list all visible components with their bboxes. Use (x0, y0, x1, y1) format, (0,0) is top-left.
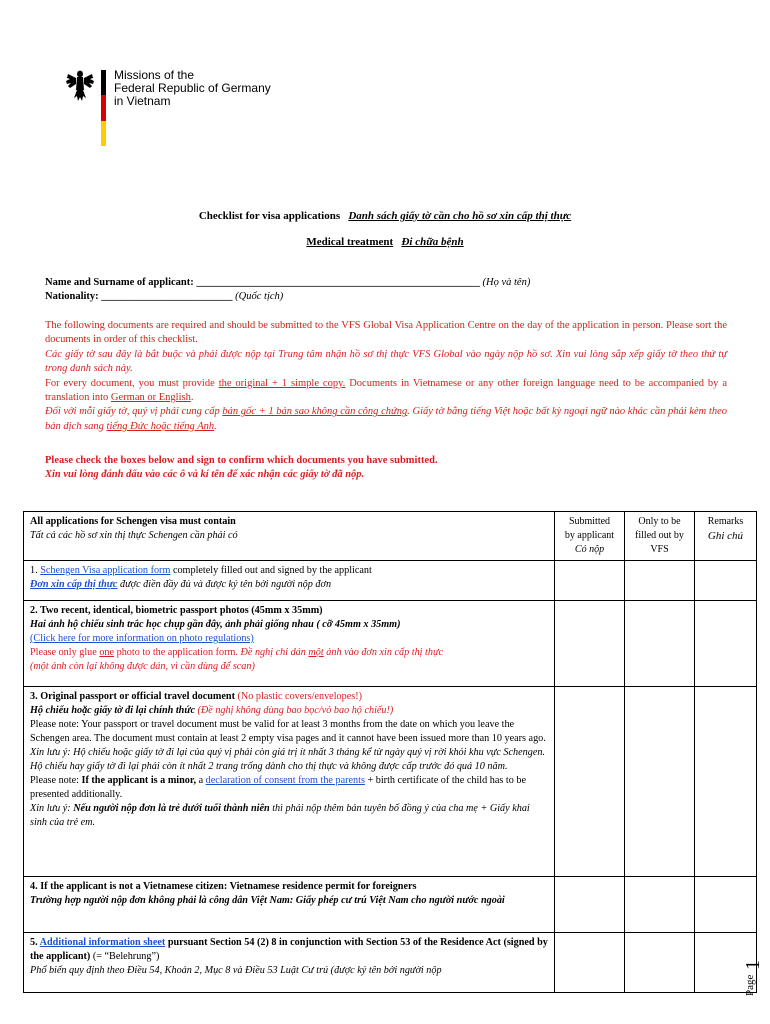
photo-regulations-link[interactable]: (Click here for more information on photo regulations) (30, 633, 254, 644)
row-5-vfs-cell (625, 933, 695, 993)
row-5-belehrung: (= “Belehrung”) (90, 951, 160, 962)
page-word: Page (744, 974, 756, 996)
row-2-vfs-cell (625, 601, 695, 687)
remarks-header-en: Remarks (707, 516, 744, 527)
federal-eagle-icon (66, 68, 94, 102)
flag-gold-stripe (101, 121, 106, 146)
row-2-content (24, 601, 555, 687)
submitted-header (555, 512, 625, 561)
intro-p2-en-a: For every document, you must provide (45, 377, 219, 389)
row-3-warning: (No plastic covers/envelopes!) (234, 691, 362, 702)
row-1-vfs-cell (625, 561, 695, 601)
intro-p2-en-b: Documents in Vietnamese or any other foreign language need to be accompanied by a translation into (45, 377, 727, 404)
row-5-number: 5. (30, 937, 40, 948)
page-number-label (742, 952, 762, 998)
row-1-text-vi: được điền đầy đủ và được ký tên bởi người nộp đơn (117, 579, 332, 590)
row-1-number: 1. (30, 565, 41, 576)
nationality-label: Nationality: (45, 291, 99, 302)
row-3-vfs-cell (625, 687, 695, 877)
header-en: All applications for Schengen visa must contain (30, 516, 236, 527)
row-5-content (24, 933, 555, 993)
original-copy-emphasis: the original + 1 simple copy. (218, 377, 346, 389)
row-3-minor-vi-a: Xin lưu ý: (30, 803, 74, 814)
row-3-minor-a: Please note: (30, 775, 82, 786)
mission-logo-text (114, 69, 271, 108)
row-4-remarks-cell[interactable] (695, 877, 757, 933)
row-3-warning-vi: (Đề nghị không dùng bao bọc/vỏ bao hộ chiếu!) (194, 705, 394, 716)
row-2-note-vi-b: ảnh vào đơn xin cấp thị thực (323, 647, 444, 658)
name-blank: ______________________________________________________ (196, 277, 480, 288)
german-flag-bar (101, 70, 106, 146)
row-4-vfs-cell (625, 877, 695, 933)
intro-p2-vi (45, 405, 727, 434)
row-4-title: 4. If the applicant is not a Vietnamese citizen: Vietnamese residence permit for foreigners (30, 881, 417, 892)
row-1-content (24, 561, 555, 601)
submitted-header-vi: Có nộp (574, 544, 605, 555)
original-copy-emphasis-vi: bản gốc + 1 bản sao không cần công chứng (222, 406, 408, 418)
logo-line-1: Missions of the (114, 68, 195, 82)
intro-p2-vi-a: Đối với mỗi giấy tờ, quý vị phải cung cấp (45, 406, 223, 418)
table-header-row (24, 512, 757, 561)
row-1-text: completely filled out and signed by the applicant (170, 565, 372, 576)
document-title (0, 210, 770, 222)
row-5-title-vi: Phổ biến quy định theo Điều 54, Khoản 2, Mục 8 và Điều 53 Luật Cư trú (được ký tên bởi người nộp (30, 965, 442, 976)
row-1-remarks-cell[interactable] (695, 561, 757, 601)
applicant-fields (45, 276, 530, 304)
row-5-title: pursuant Section 54 (2) 8 in conjunction with Section 53 of the Residence Act (signed by the applicant) (30, 937, 548, 962)
subtitle-en: Medical treatment (306, 236, 394, 248)
row-2-note-one: one (99, 647, 115, 658)
row-3-note-en: Please note: Your passport or travel document must be valid for at least 3 months from the date on which you leave the Schengen area. The document must contain at least 2 empty visa pages and it cannot have been issued more than 10 years ago. (30, 719, 546, 744)
row-3-submitted-checkbox[interactable] (555, 687, 625, 877)
table-row (24, 933, 757, 993)
parental-consent-link[interactable]: declaration of consent from the parents (205, 775, 365, 786)
checklist-table (23, 511, 757, 993)
row-3-remarks-cell[interactable] (695, 687, 757, 877)
remarks-header-vi: Ghi chú (707, 530, 744, 542)
intro-p1-en: The following documents are required and should be submitted to the VFS Global Visa Application Centre on the day of the application in person. Please sort the documents in order of this checklist. (45, 320, 727, 346)
name-field[interactable] (45, 276, 530, 290)
name-label-vi: (Họ và tên) (482, 277, 531, 288)
intro-p2-en (45, 377, 727, 406)
table-row (24, 561, 757, 601)
application-form-link-vi[interactable]: Đơn xin cấp thị thực (30, 579, 118, 590)
check-instructions (45, 454, 727, 483)
intro-text (45, 319, 727, 434)
row-3-note-vi: Xin lưu ý: Hộ chiếu hoặc giấy tờ đi lại của quý vị phải còn giá trị ít nhất 3 tháng kể từ ngày quý vị rời khỏi khu vực Schengen. Hộ chiếu hay giấy tờ đi lại phải còn ít nhất 2 trang trống dành cho thị thực và không được cấp trước đó quá 10 năm. (30, 747, 546, 772)
check-note-vi: Xin vui lòng đánh dấu vào các ô và kí tên để xác nhận các giấy tờ đã nộp. (45, 469, 365, 481)
check-note-en: Please check the boxes below and sign to confirm which documents you have submitted. (45, 455, 438, 466)
additional-info-sheet-link[interactable]: Additional information sheet (39, 937, 166, 948)
vfs-header-1: Only to be (638, 516, 681, 527)
row-2-remarks-cell[interactable] (695, 601, 757, 687)
vfs-header-3: VFS (650, 544, 669, 555)
row-3-minor-vi-bold: Nếu người nộp đơn là trẻ dưới tuổi thành niên (73, 803, 270, 814)
row-3-minor-vi-b: thì phải nộp thêm bản tuyên bố đồng ý của cha mẹ + Giấy khai sinh của trẻ em. (30, 803, 530, 828)
row-5-submitted-checkbox[interactable] (555, 933, 625, 993)
row-2-title: 2. Two recent, identical, biometric passport photos (45mm x 35mm) (30, 605, 323, 616)
table-row (24, 687, 757, 877)
row-3-minor-c: + birth certificate of the child has to be presented additionally. (30, 775, 526, 800)
flag-black-stripe (101, 70, 106, 95)
table-row (24, 877, 757, 933)
intro-p1-vi: Các giấy tờ sau đây là bắt buộc và phải được nộp tại Trung tâm nhận hồ sơ thị thực VFS Global vào ngày nộp hồ sơ. Xin vui lòng sắp xếp giấy tờ theo thứ tự trong danh sách này. (45, 348, 727, 375)
row-3-minor-bold: If the applicant is a minor, (81, 775, 197, 786)
submitted-header-2: by applicant (564, 530, 615, 541)
document-subtitle (0, 236, 770, 248)
table-row (24, 601, 757, 687)
row-2-title-vi: Hai ảnh hộ chiếu sinh trắc học chụp gần đây, ảnh phải giống nhau ( cỡ 45mm x 35mm) (30, 619, 401, 630)
header-cell (24, 512, 555, 561)
row-3-minor-b: a (196, 775, 206, 786)
application-form-link[interactable]: Schengen Visa application form (40, 565, 171, 576)
logo-line-3: in Vietnam (114, 94, 171, 108)
row-2-submitted-checkbox[interactable] (555, 601, 625, 687)
nationality-label-vi: (Quốc tịch) (235, 291, 284, 302)
page-number: 1 (742, 960, 764, 970)
intro-p2-vi-c: . (214, 420, 217, 432)
title-vi: Danh sách giấy tờ cần cho hồ sơ xin cấp thị thực (348, 210, 572, 222)
row-2-note-vi-one: một (308, 647, 324, 658)
row-4-content (24, 877, 555, 933)
nationality-field[interactable] (45, 290, 530, 304)
row-2-note-a: Please only glue (30, 647, 100, 658)
submitted-header-1: Submitted (568, 516, 611, 527)
row-2-note-vi-2: (một ảnh còn lại không được dán, vì cần dùng để scan) (30, 661, 255, 672)
flag-red-stripe (101, 95, 106, 120)
intro-p2-en-c: . (190, 392, 194, 404)
nationality-blank: _________________________ (101, 291, 233, 302)
title-en: Checklist for visa applications (198, 210, 341, 222)
row-2-note-vi-a: Đề nghị chỉ dán (240, 647, 309, 658)
row-3-title-vi: Hộ chiếu hoặc giấy tờ đi lại chính thức (30, 705, 195, 716)
name-label: Name and Surname of applicant: (45, 277, 194, 288)
german-english-emphasis: German or English (110, 392, 191, 404)
row-4-title-vi: Trường hợp người nộp đơn không phải là công dân Việt Nam: Giấy phép cư trú Việt Nam cho người nước ngoài (30, 895, 505, 906)
vfs-header-2: filled out by (635, 530, 684, 541)
header-vi: Tất cả các hồ sơ xin thị thực Schengen cần phải có (30, 530, 238, 541)
row-3-content (24, 687, 555, 877)
remarks-header (695, 512, 757, 561)
row-1-submitted-checkbox[interactable] (555, 561, 625, 601)
logo-line-2: Federal Republic of Germany (114, 81, 271, 95)
vfs-header (625, 512, 695, 561)
row-4-submitted-checkbox[interactable] (555, 877, 625, 933)
intro-p2-vi-b: . Giấy tờ bằng tiếng Việt hoặc bất kỳ ngoại ngữ nào khác cần phải kèm theo bản dịch sang (45, 406, 727, 432)
german-english-emphasis-vi: tiếng Đức hoặc tiếng Anh (106, 420, 215, 432)
row-3-title: 3. Original passport or official travel document (30, 691, 235, 702)
subtitle-vi: Đi chữa bệnh (401, 236, 464, 248)
row-2-note-b: photo to the application form. (114, 647, 241, 658)
